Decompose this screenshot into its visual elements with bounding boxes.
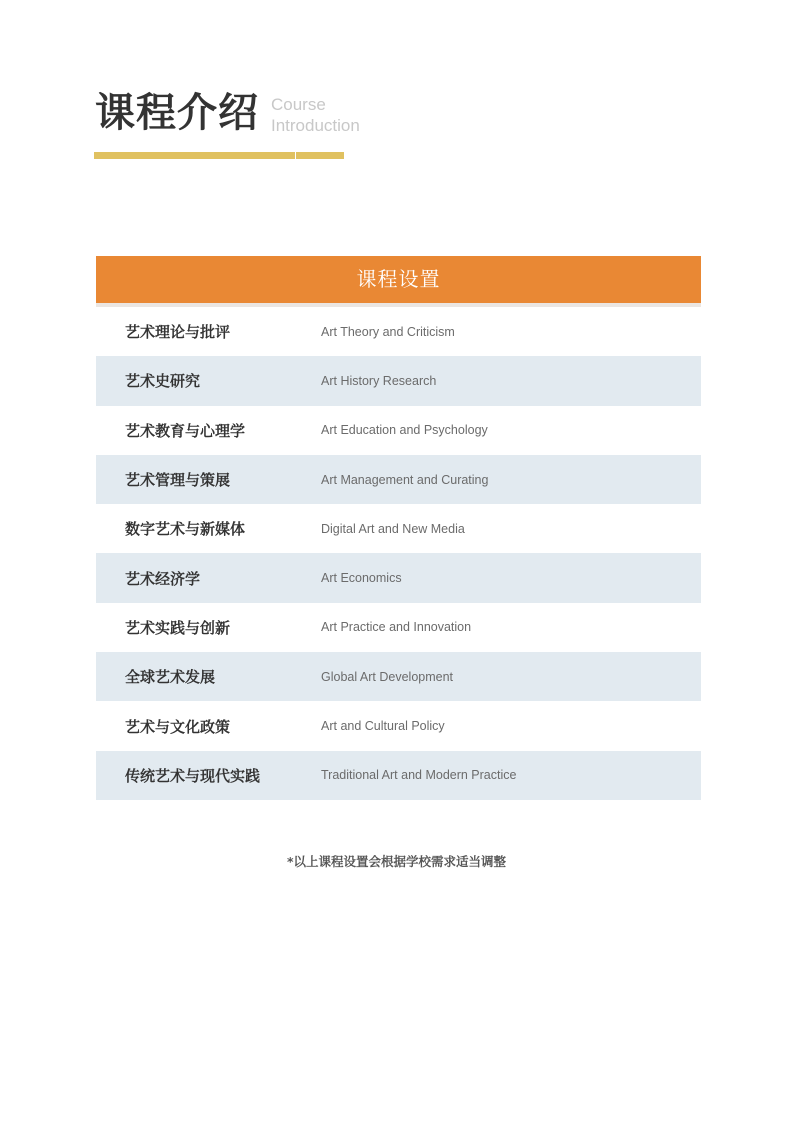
table-row: [96, 356, 701, 405]
underline-segment-accent: [296, 152, 344, 159]
title-underline: [94, 152, 344, 159]
course-name-cn: 艺术管理与策展: [125, 471, 231, 490]
page-title-block: [95, 88, 360, 138]
course-name-en: Art Economics: [321, 571, 402, 586]
table-row: [96, 504, 701, 553]
course-name-cn: 艺术史研究: [125, 372, 201, 391]
table-row: [96, 751, 701, 800]
page-title: 课程介绍: [95, 90, 259, 136]
course-name-en: Traditional Art and Modern Practice: [321, 768, 517, 783]
table-row: [96, 603, 701, 652]
course-name-cn: 艺术实践与创新: [125, 618, 231, 637]
subtitle-line-1: Course: [271, 95, 326, 114]
footnote: *以上课程设置会根据学校需求适当调整: [286, 854, 507, 869]
course-name-cn: 传统艺术与现代实践: [125, 766, 261, 785]
table-header: 课程设置: [96, 256, 701, 303]
table-row: [96, 307, 701, 356]
table-row: [96, 553, 701, 602]
course-name-en: Global Art Development: [321, 669, 454, 684]
course-name-cn: 数字艺术与新媒体: [125, 520, 246, 539]
course-name-cn: 艺术与文化政策: [125, 717, 231, 736]
course-name-cn: 全球艺术发展: [125, 668, 216, 687]
course-name-en: Art History Research: [321, 373, 437, 388]
underline-segment-main: [94, 152, 295, 159]
course-name-cn: 艺术理论与批评: [125, 323, 231, 342]
course-name-en: Digital Art and New Media: [321, 521, 465, 536]
course-name-en: Art Practice and Innovation: [321, 620, 472, 635]
course-name-en: Art and Cultural Policy: [321, 719, 445, 734]
table-row: [96, 652, 701, 701]
course-name-en: Art Education and Psychology: [321, 423, 488, 438]
table-row: [96, 455, 701, 504]
subtitle-line-2: Introduction: [271, 116, 360, 135]
table-row: [96, 406, 701, 455]
course-name-cn: 艺术教育与心理学: [125, 421, 246, 440]
course-name-en: Art Theory and Criticism: [321, 324, 455, 339]
table-row: [96, 701, 701, 750]
course-name-cn: 艺术经济学: [125, 569, 201, 588]
page-subtitle-en: [271, 94, 360, 136]
course-name-en: Art Management and Curating: [321, 472, 489, 487]
course-table: [96, 256, 701, 800]
